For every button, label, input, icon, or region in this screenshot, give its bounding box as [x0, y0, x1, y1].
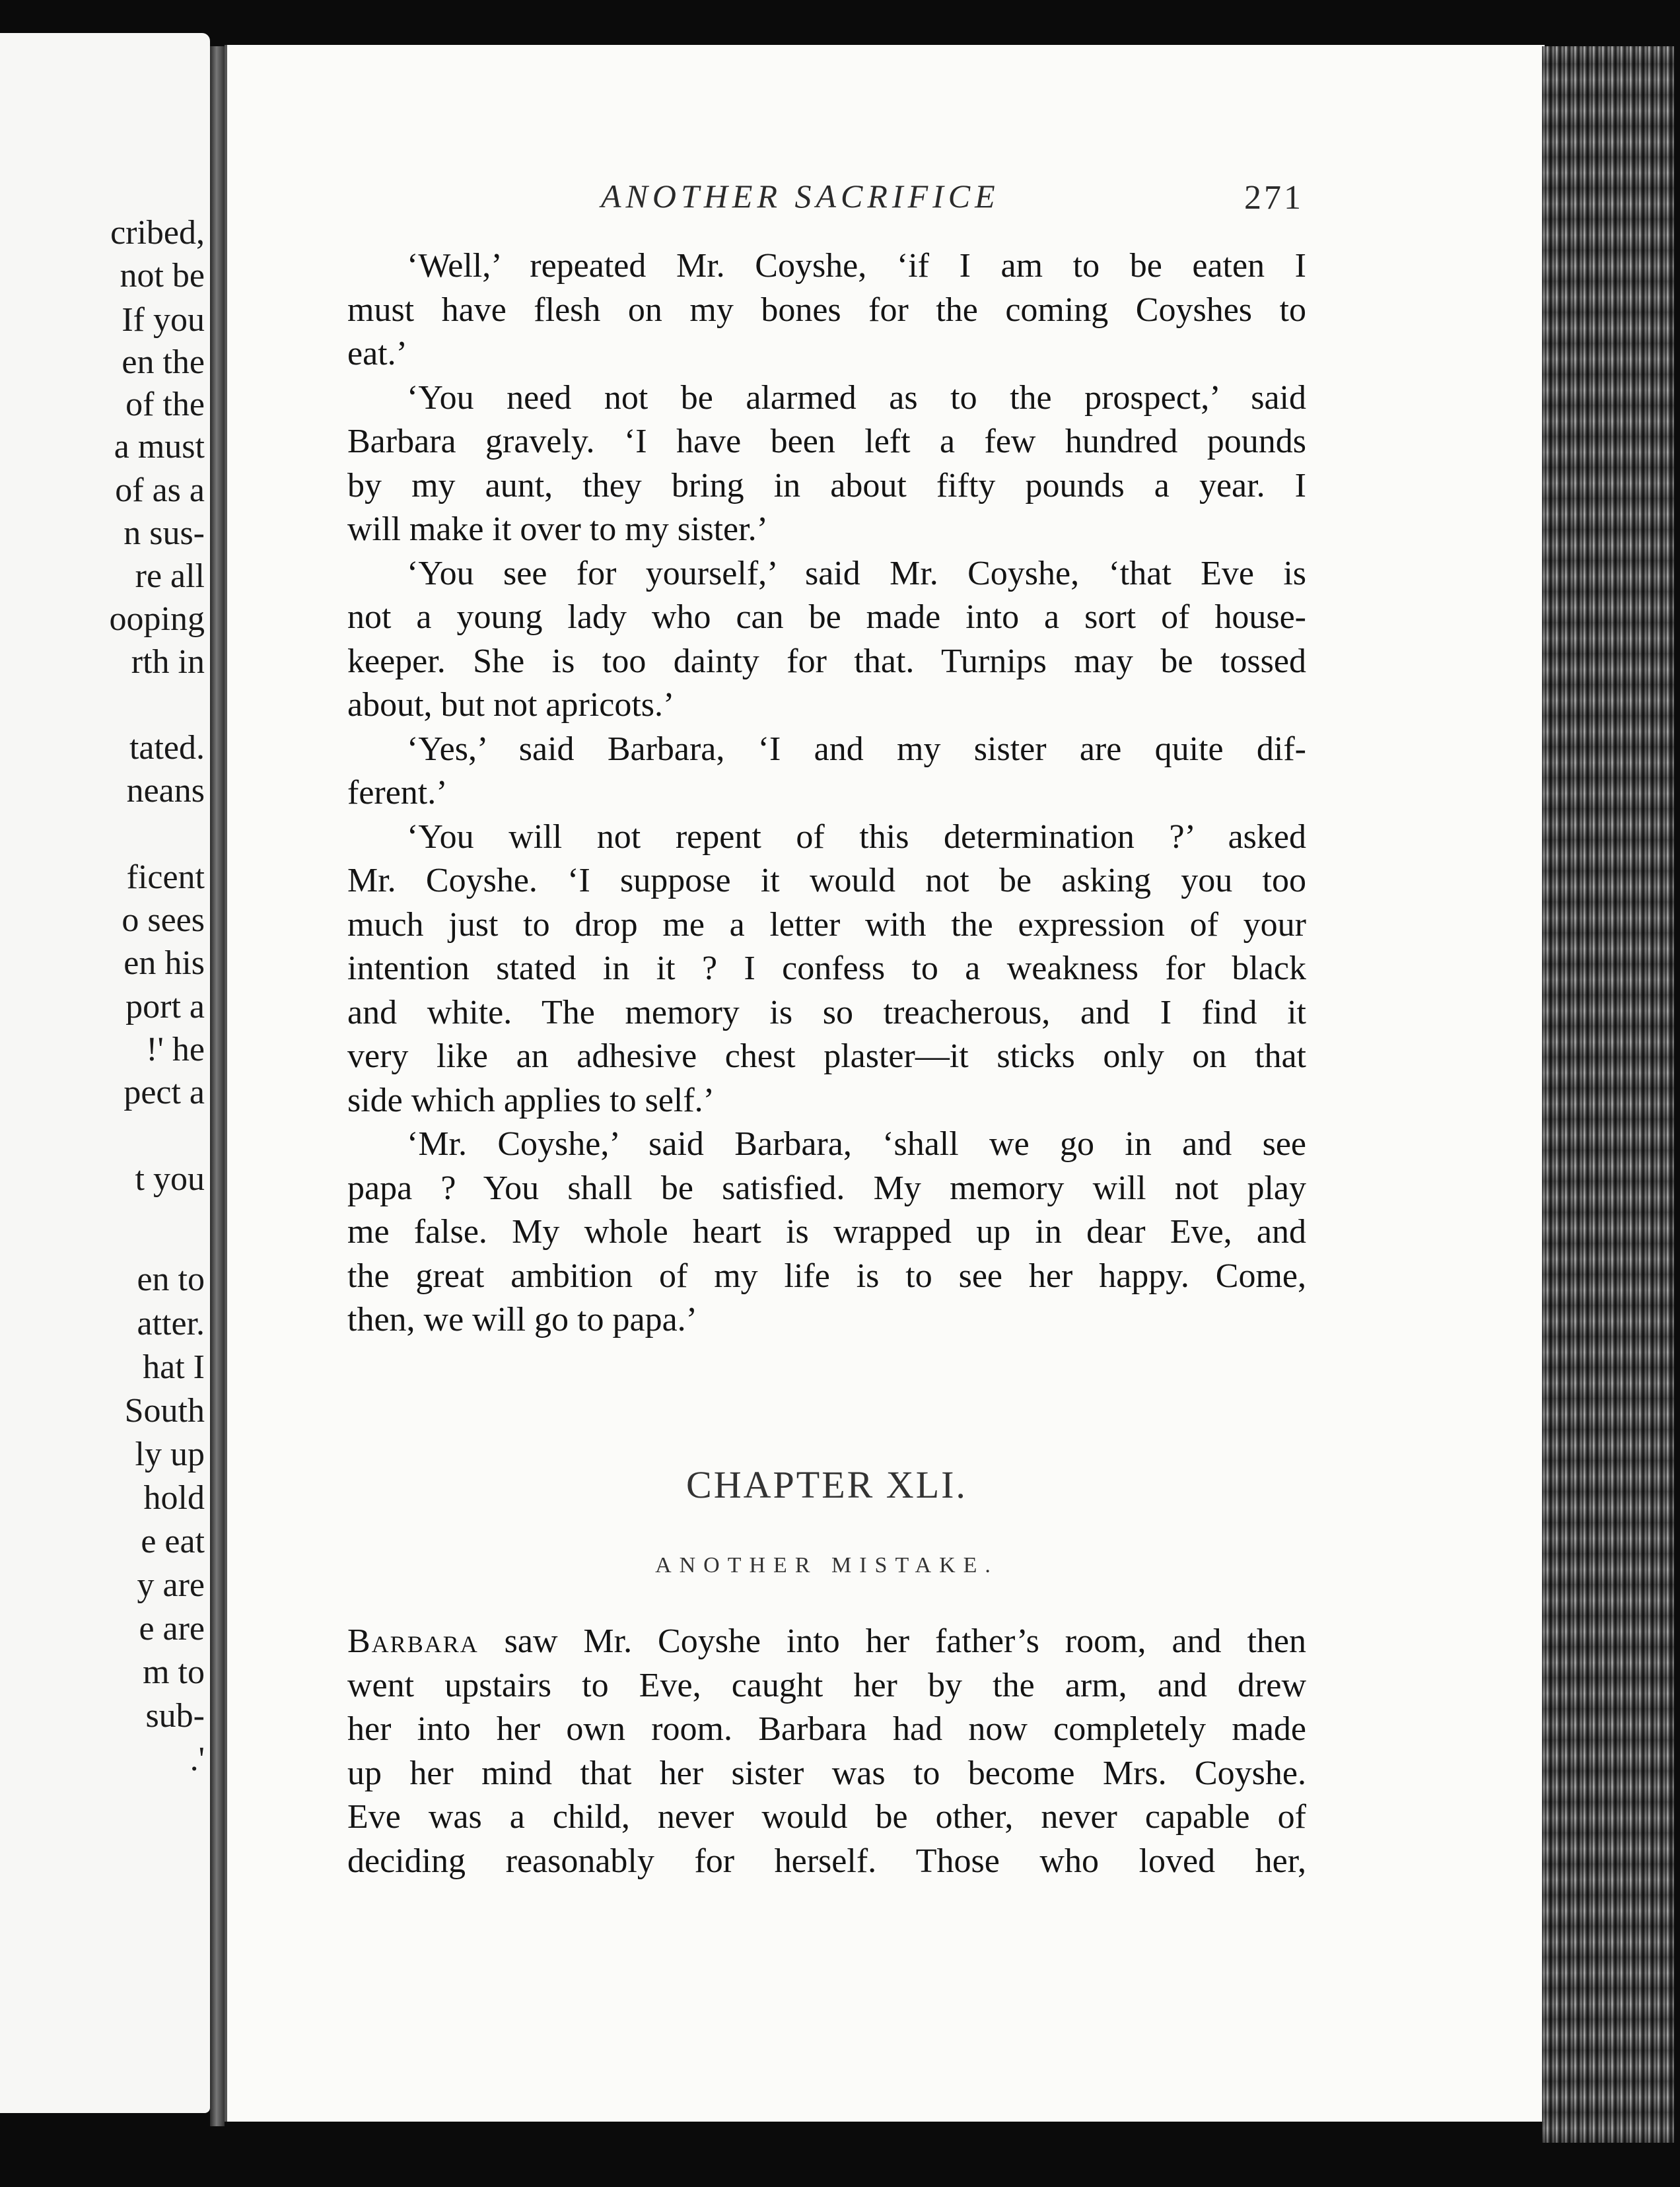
body-text-top [347, 244, 1306, 1342]
facing-page-fragment: tated. [129, 729, 205, 767]
page-number: 271 [1244, 179, 1304, 217]
facing-page-fragment: neans [126, 772, 205, 810]
text-line: ‘You need not be alarmed as to the prospect,’ said [407, 378, 1306, 417]
facing-page-fragment: ficent [126, 858, 205, 896]
text-line: Mr. Coyshe. ‘I suppose it would not be asking you too [347, 862, 1306, 899]
facing-page-fragment: !' he [146, 1031, 205, 1068]
text-line: me false. My whole heart is wrapped up in dear Eve, and [347, 1213, 1306, 1251]
facing-page-fragment: ooping [109, 600, 205, 638]
text-line [347, 1620, 1306, 1664]
text-line: will make it over to my sister.’ [347, 510, 768, 548]
facing-page-fragment: hold [143, 1479, 205, 1517]
facing-page-fragment: en his [123, 944, 205, 982]
text-line: very like an adhesive chest plaster—it sticks only on that [347, 1037, 1306, 1075]
chapter-title: CHAPTER XLI. [686, 1463, 967, 1506]
facing-page-fragment: pect a [123, 1074, 205, 1111]
text-line: went upstairs to Eve, caught her by the arm, and drew [347, 1666, 1306, 1704]
body-text-bottom [347, 1620, 1306, 1883]
text-line: not a young lady who can be made into a sort of house- [347, 598, 1306, 636]
facing-page-fragment: of the [125, 386, 205, 423]
text-line: ‘You will not repent of this determination ?’ asked [407, 817, 1306, 856]
text-line: ‘Yes,’ said Barbara, ‘I and my sister are quite dif- [407, 730, 1306, 768]
facing-page-fragment: a must [114, 428, 205, 466]
facing-page-fragment: e eat [141, 1523, 205, 1560]
book-gutter [210, 46, 225, 2126]
text-line-rest: saw Mr. Coyshe into her father’s room, and then [478, 1622, 1306, 1660]
text-line: keeper. She is too dainty for that. Turnips may be tossed [347, 642, 1306, 680]
facing-page-fragment: rth in [131, 643, 205, 681]
facing-page-fragment: re all [135, 557, 205, 595]
facing-page-fragment: en the [122, 343, 205, 381]
text-line: intention stated in it ? I confess to a weakness for black [347, 950, 1306, 987]
facing-page-fragment: t you [135, 1160, 205, 1198]
facing-page-fragment: If you [122, 301, 205, 339]
text-line: the great ambition of my life is to see her happy. Come, [347, 1257, 1306, 1295]
text-line: papa ? You shall be satisfied. My memory will not play [347, 1169, 1306, 1207]
text-line: ferent.’ [347, 774, 448, 812]
facing-page [0, 33, 210, 2113]
text-line: ‘You see for yourself,’ said Mr. Coyshe, ‘that Eve is [407, 554, 1306, 592]
text-line: ‘Well,’ repeated Mr. Coyshe, ‘if I am to be eaten I [407, 247, 1306, 285]
text-line: Eve was a child, never would be other, never capable of [347, 1798, 1306, 1836]
facing-page-fragment: o sees [122, 901, 205, 939]
text-line: about, but not apricots.’ [347, 686, 675, 724]
facing-page-fragment: en to [137, 1261, 205, 1298]
text-line: then, we will go to papa.’ [347, 1301, 697, 1338]
facing-page-fragment: n sus- [123, 514, 205, 552]
text-line: side which applies to self.’ [347, 1081, 715, 1119]
facing-page-fragment: port a [125, 988, 205, 1025]
text-line: eat.’ [347, 335, 407, 372]
facing-page-fragment: South [124, 1392, 205, 1430]
facing-page-fragment: y are [137, 1566, 205, 1604]
chapter-subtitle: ANOTHER MISTAKE. [655, 1553, 998, 1578]
running-head: ANOTHER SACRIFICE [601, 178, 1000, 215]
facing-page-fragment: e are [139, 1610, 205, 1648]
facing-page-fragment: sub- [145, 1697, 205, 1735]
text-line: Barbara gravely. ‘I have been left a few hundred pounds [347, 423, 1306, 460]
facing-page-fragment: hat I [143, 1348, 205, 1386]
facing-page-fragment: ly up [135, 1436, 205, 1473]
text-line: deciding reasonably for herself. Those who loved her, [347, 1842, 1306, 1880]
text-line: and white. The memory is so treacherous, and I find it [347, 993, 1306, 1031]
facing-page-fragment: .' [190, 1741, 205, 1778]
text-line: ‘Mr. Coyshe,’ said Barbara, ‘shall we go in and see [407, 1125, 1306, 1163]
text-line: by my aunt, they bring in about fifty pounds a year. I [347, 466, 1306, 504]
text-line: up her mind that her sister was to become Mrs. Coyshe. [347, 1754, 1306, 1792]
facing-page-fragment: not be [120, 257, 205, 295]
facing-page-fragment: m to [143, 1653, 205, 1691]
facing-page-fragment: atter. [137, 1305, 205, 1342]
text-line: must have flesh on my bones for the coming Coyshes to [347, 291, 1306, 329]
page-edges [1542, 46, 1674, 2143]
text-line: her into her own room. Barbara had now completely made [347, 1710, 1306, 1748]
text-line: much just to drop me a letter with the expression of your [347, 905, 1306, 944]
drop-word: Barbara [347, 1622, 479, 1660]
facing-page-fragment: of as a [115, 471, 205, 509]
facing-page-fragment: cribed, [110, 214, 205, 252]
